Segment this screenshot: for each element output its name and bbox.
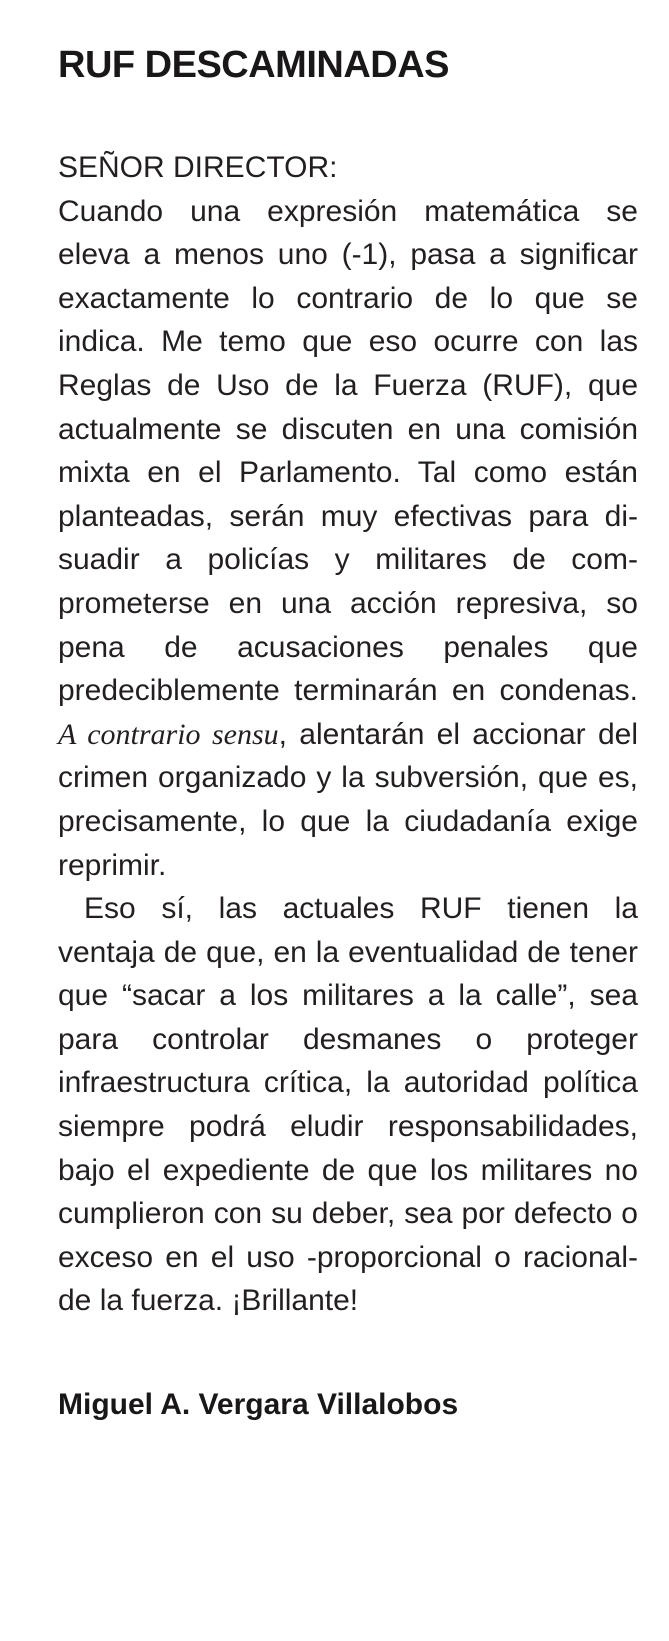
latin-phrase: A contrario sensu [58,717,279,751]
letter-paragraph-1 [58,190,638,888]
author-signature: Miguel A. Vergara Villalobos [58,1388,459,1422]
letter-headline: RUF DESCAMINADAS [58,44,449,86]
salutation: SEÑOR DIRECTOR: [58,151,338,184]
letter-to-editor [58,40,638,1425]
letter-paragraph-2: Eso sí, las actuales RUF tienen la ventaja de que, en la eventualidad de tener que “sacar a los militares a la calle”, sea para controlar desmanes o proteger infraestructura crítica, la autoridad política siempre podrá eludir responsabilidades, bajo el expediente de que los militares no cumplieron con su deber, sea por defecto o exceso en el uso -proporcional o racional- de la fuerza. ¡Brillante! [58,892,638,1318]
paragraph-1-text-start: Cuando una expresión matemática se eleva a menos uno (-1), pasa a significar exactamente lo contrario de lo que se indica. Me temo que eso ocurre con las Reglas de Uso de la Fuerza (RUF), que actualmente se discuten en una comisión mixta en el Parlamento. Tal como están planteadas, serán muy efectivas para disuadir a policías y militares de comprometerse en una acción represiva, so pena de acusaciones penales que predeciblemente terminarán en condenas. [58,194,638,708]
paragraph-1-text-end: , alentarán el accionar del crimen organizado y la subversión, que es, precisamente, lo que la ciudadanía exige reprimir. [58,717,638,882]
